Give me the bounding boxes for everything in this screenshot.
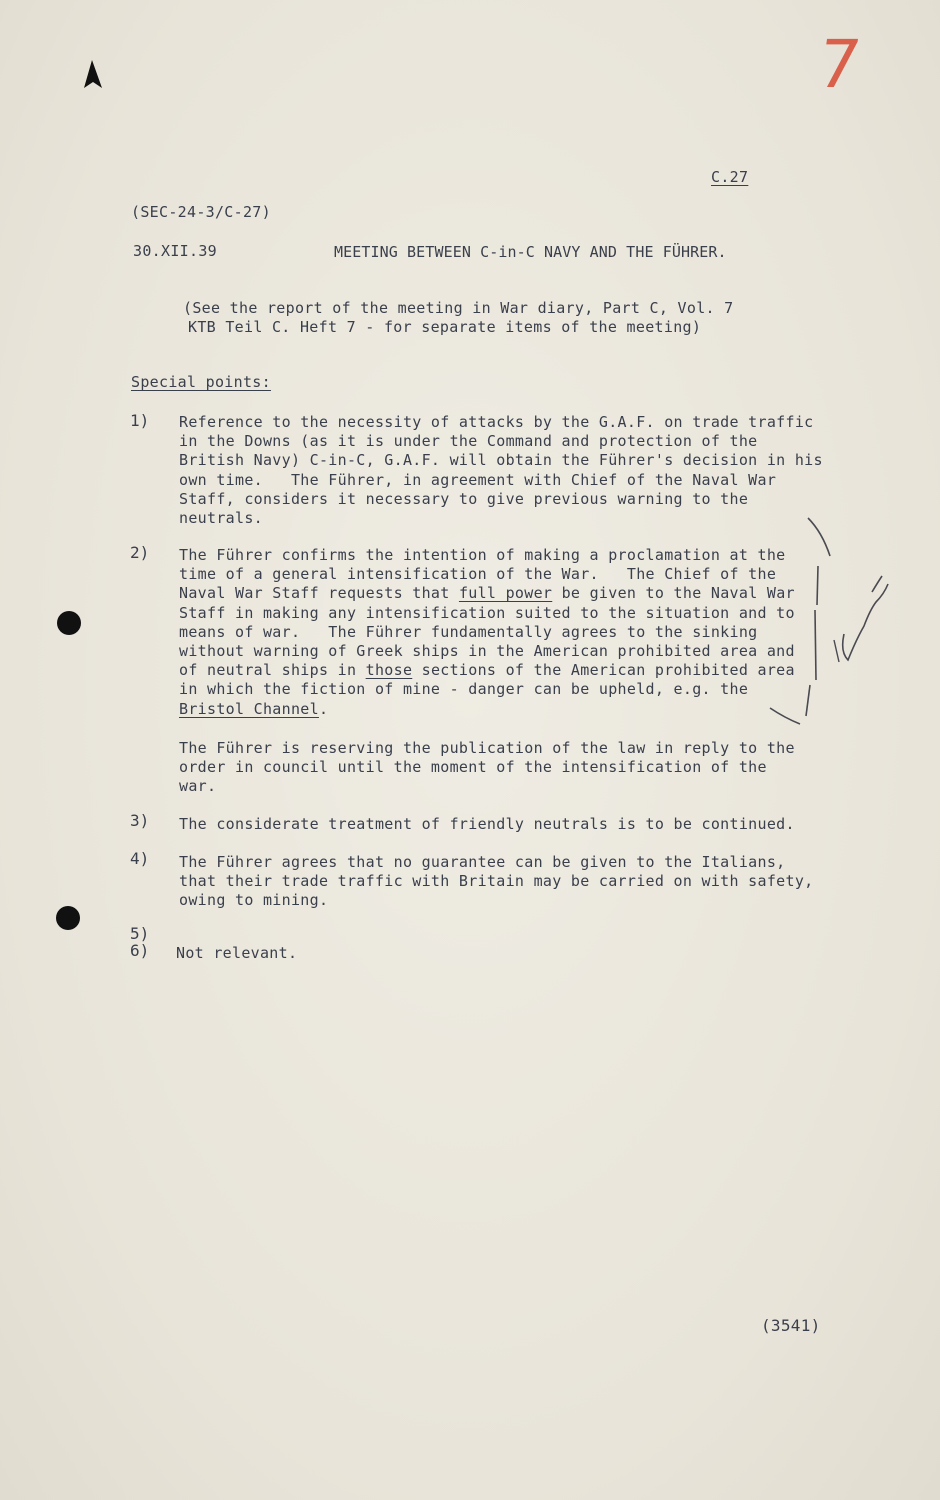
item-number-4: 4) — [130, 849, 150, 868]
note-line-2: KTB Teil C. Heft 7 - for separate items of the meeting) — [188, 318, 702, 336]
punch-hole-lower — [56, 906, 80, 930]
note-line-1: (See the report of the meeting in War diary, Part C, Vol. 7 — [183, 299, 734, 317]
item-number-5: 5) — [130, 924, 150, 943]
meeting-date: 30.XII.39 — [133, 242, 217, 260]
footer-document-number: (3541) — [761, 1316, 821, 1335]
meeting-title: MEETING BETWEEN C-in-C NAVY AND THE FÜHRER. — [334, 243, 727, 261]
item-2-text: The Führer confirms the intention of making a proclamation at the time of a general intensification of the War. The Chief of the Naval War Staff requests that full power be given to the Naval War Staff in making any intensification suited to the situation and to means of war. The Führer fundamentally agrees to the sinking without warning of Greek ships in the American prohibited area and of neutral ships in those sections of the American prohibited area in which the fiction of mine - danger can be upheld, e.g. the Bristol Channel. — [179, 546, 795, 718]
section-heading: Special points: — [131, 373, 271, 391]
punch-hole-upper — [57, 611, 81, 635]
corner-mark-icon — [80, 58, 104, 92]
reference-code: C.27 — [711, 168, 749, 186]
margin-annotation-icon — [760, 510, 900, 740]
item-2-continuation-text: The Führer is reserving the publication of the law in reply to the order in council until the moment of the intensification of the war. — [179, 739, 795, 796]
item-number-1: 1) — [130, 411, 150, 430]
item-1-text: Reference to the necessity of attacks by the G.A.F. on trade traffic in the Downs (as it is under the Command and protection of the British Navy) C-in-C, G.A.F. will obtain the Führer's decision in his own time. The Führer, in agreement with Chief of the Naval War Staff, considers it necessary to give previous warning to the neutrals. — [179, 413, 823, 528]
item-number-3: 3) — [130, 811, 150, 830]
handwritten-page-number: 7 — [812, 26, 866, 103]
item-6-text: Not relevant. — [176, 944, 298, 962]
item-number-6: 6) — [130, 941, 150, 960]
file-reference: (SEC-24-3/C-27) — [131, 203, 271, 221]
item-3-text: The considerate treatment of friendly neutrals is to be continued. — [179, 815, 795, 833]
item-4-text: The Führer agrees that no guarantee can be given to the Italians, that their trade traffic with Britain may be carried on with safety, owing to mining. — [179, 853, 814, 910]
item-number-2: 2) — [130, 543, 150, 562]
